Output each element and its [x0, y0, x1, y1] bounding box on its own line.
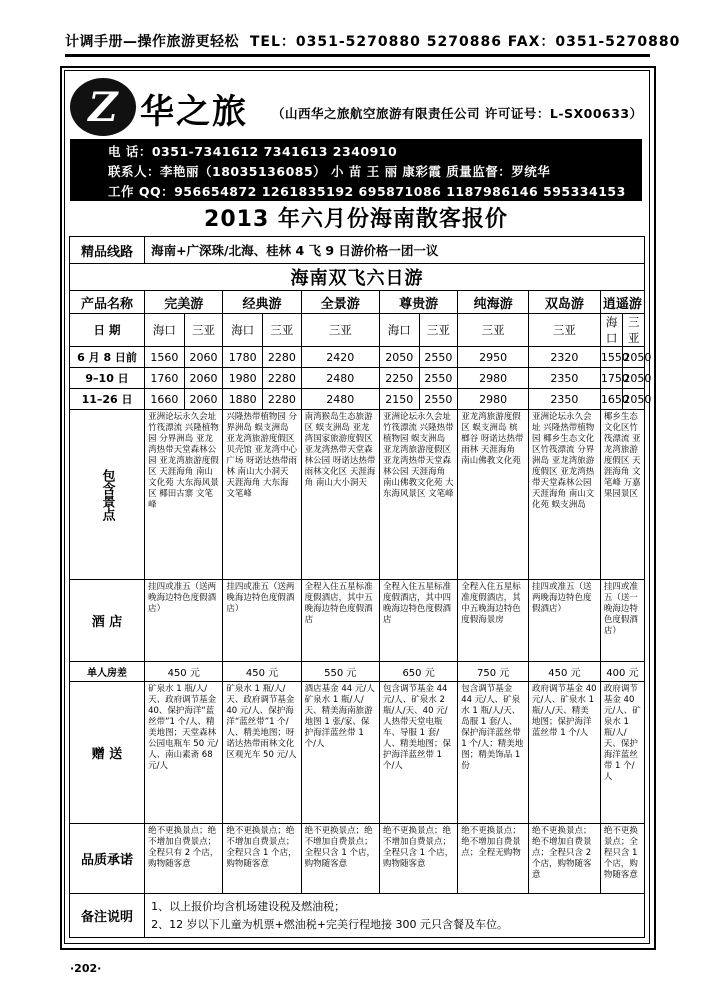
city-haikou: 海口: [379, 314, 419, 347]
quality-label: 品质承诺: [70, 824, 145, 894]
price-cell: 2250: [379, 368, 419, 389]
price-cell: 2060: [184, 389, 223, 410]
hotel-label: 酒 店: [70, 580, 145, 662]
notes-label: 备注说明: [70, 894, 145, 938]
hotel-cell: 全程入住五星标准度假酒店，其中五晚海边特色度假酒店: [301, 580, 379, 662]
price-cell: 2050: [623, 389, 645, 410]
price-cell: 2050: [623, 368, 645, 389]
hotel-cell: 挂四或准五（送一晚海边特色度假酒店）: [600, 580, 644, 662]
city-haikou: 海口: [223, 314, 263, 347]
page-number: ·202·: [70, 962, 102, 975]
contact-qq: 工作 QQ：956654872 1261835192 695871086 1187986146 595334153: [108, 184, 626, 199]
quality-cell: 绝不更换景点；绝不增加自费景点；全程只含 1 个店，购物随客意: [301, 824, 379, 894]
price-cell: 2050: [379, 347, 419, 368]
tour-name-row: [70, 264, 645, 291]
recommend-label: 精品线路: [70, 237, 145, 264]
header-contact: TEL：0351-5270880 5270886 FAX：0351-5270880: [249, 34, 681, 50]
gift-cell: 政府调节基金 40 元/人、矿泉水 1 瓶/人/天、精美地图；保护海洋蓝丝带 1 个/人: [529, 682, 601, 824]
hotel-cell: 全程入住五星标准度假酒店，其中四晚海边特色度假酒店: [379, 580, 457, 662]
price-cell: 1650: [600, 389, 623, 410]
contact-phone: 电 话：0351-7341612 7341613 2340910: [108, 144, 398, 159]
scenic-cell: 亚洲论坛永久会址 兴隆热带植物园 椰乡生态文化区竹筏漂流 分界洲岛 亚龙湾旅游度假区 亚龙湾热带天堂森林公园 天涯海角 南山文化苑 蜈支洲岛: [529, 410, 601, 580]
date-label: 日 期: [70, 314, 145, 347]
city-haikou: 海口: [600, 314, 623, 347]
single-diff-cell: 550 元: [301, 662, 379, 682]
contact-people: 联系人：李艳丽（18035136085） 小 苗 王 丽 康彩霞 质量监督：罗统华: [108, 164, 551, 179]
package-name: 尊贵游: [379, 291, 457, 314]
price-cell: 2060: [184, 347, 223, 368]
top-header-bar: [65, 30, 681, 57]
city-haikou: 海口: [145, 314, 185, 347]
quality-cell: 绝不更换景点；绝不增加自费景点；全程只含 2 个店，购物随客意: [529, 824, 601, 894]
quality-cell: 绝不更换景点；全程只含 1 个店，购物随客意: [600, 824, 644, 894]
logo-letter: Z: [88, 84, 118, 131]
product-label: 产品名称: [70, 291, 145, 314]
company-license: （山西华之旅航空旅游有限责任公司 许可证号：L-SX00633）: [272, 106, 643, 121]
gift-cell: 包含调节基金 44 元/人、矿泉水 1 瓶/人/天、岛服 1 套/人、保护海洋蓝丝带 1 个/人；精美地图；精美饰品 1 份: [458, 682, 529, 824]
price-cell: 1760: [145, 368, 185, 389]
price-cell: 1550: [600, 347, 623, 368]
price-cell: 1880: [223, 389, 263, 410]
quality-cell: 绝不更换景点；绝不增加自费景点；全程无购物: [458, 824, 529, 894]
quality-row: [70, 824, 645, 894]
package-name: 纯海游: [458, 291, 529, 314]
single-diff-cell: 450 元: [529, 662, 601, 682]
price-row: [70, 368, 645, 389]
city-sanya: 三亚: [184, 314, 223, 347]
single-diff-cell: 450 元: [223, 662, 301, 682]
price-cell: 2550: [419, 389, 458, 410]
price-cell: 2150: [379, 389, 419, 410]
gift-cell: 矿泉水 1 瓶/人/天、政府调节基金 40、保护海洋“蓝丝带”1 个/人、精美地图；天堂森林公园电瓶车 50 元/人、南山素斋 68 元/人: [145, 682, 223, 824]
price-cell: 1780: [223, 347, 263, 368]
single-diff-cell: 450 元: [145, 662, 223, 682]
scenic-cell: 亚洲论坛永久会址 竹筏漂流 兴隆热带植物园 蜈支洲岛 亚龙湾旅游度假区 亚龙湾热带天堂森林公园 天涯海角 南山佛教文化苑 大东海风景区 文笔峰: [379, 410, 457, 580]
single-diff-cell: 400 元: [600, 662, 644, 682]
notes-row: [70, 894, 645, 938]
city-sanya: 三亚: [623, 314, 645, 347]
gift-cell: 包含调节基金 44 元/人、矿泉水 2 瓶/人/天、40 元/人热带天堂电瓶车、导服 1 套/人、精美地图；保护海洋蓝丝带 1 个/人: [379, 682, 457, 824]
page-title: 2013 年六月份海南散客报价: [204, 207, 508, 232]
price-cell: 1750: [600, 368, 623, 389]
price-cell: 1980: [223, 368, 263, 389]
scenic-cell: 南湾猴岛生态旅游区 蜈支洲岛 亚龙湾国家旅游度假区 亚龙湾热带天堂森林公园 呀诺达热带雨林文化区 天涯海角 南山大小洞天: [301, 410, 379, 580]
gift-cell: 酒店基金 44 元/人矿泉水 1 瓶/人/天、精美海南旅游地图 1 张/家、保护海洋蓝丝带 1 个/人: [301, 682, 379, 824]
price-cell: 2050: [623, 347, 645, 368]
price-row: [70, 347, 645, 368]
scenic-cell: 椰乡生态文化区竹筏漂流 亚龙湾旅游度假区 天涯海角 文笔峰 万嘉果园景区: [600, 410, 644, 580]
price-cell: 2480: [301, 368, 379, 389]
city-sanya: 三亚: [419, 314, 458, 347]
note-line: 2、12 岁以下儿童为机票+燃油税+完美行程地接 300 元只含餐及车位。: [151, 917, 508, 931]
quality-cell: 绝不更换景点；绝不增加自费景点；全程只含 1 个店，购物随客意: [223, 824, 301, 894]
price-cell: 2320: [529, 347, 601, 368]
package-name: 经典游: [223, 291, 301, 314]
hotel-cell: 全程入住五星标准度假酒店，其中五晚海边特色度假海景房: [458, 580, 529, 662]
price-cell: 2280: [263, 389, 302, 410]
quality-cell: 绝不更换景点；绝不增加自费景点；全程只含 1 个店，购物随客意: [379, 824, 457, 894]
price-date: 11–26 日: [70, 389, 145, 410]
scenic-label: 包含景点: [70, 410, 145, 580]
price-cell: 2980: [458, 368, 529, 389]
price-cell: 2280: [263, 368, 302, 389]
price-cell: 2550: [419, 347, 458, 368]
price-cell: 2350: [529, 368, 601, 389]
price-cell: 2060: [184, 368, 223, 389]
price-cell: 1660: [145, 389, 185, 410]
scenic-cell: 兴隆热带植物园 分界洲岛 蜈支洲岛 亚龙湾旅游度假区 贝壳馆 亚龙湾中心广场 呀诺达热带雨林 南山大小洞天 天涯海角 大东海 文笔峰: [223, 410, 301, 580]
recommend-row: [70, 237, 645, 264]
price-cell: 2280: [263, 347, 302, 368]
price-cell: 1560: [145, 347, 185, 368]
package-name: 双岛游: [529, 291, 601, 314]
contact-bar: [70, 139, 642, 201]
package-name: 逍遥游: [600, 291, 644, 314]
price-cell: 2480: [301, 389, 379, 410]
city-sanya: 三亚: [458, 314, 529, 347]
package-name: 全景游: [301, 291, 379, 314]
package-header-row: [70, 291, 645, 314]
scenic-row: [70, 410, 645, 580]
header-tagline: 计调手册—操作旅游更轻松: [65, 34, 239, 50]
gift-cell: 矿泉水 1 瓶/人/天、政府调节基金 40 元/人、保护海洋“蓝丝带”1 个/人、精美地图；呀诺达热带雨林文化区观光车 50 元/人: [223, 682, 301, 824]
brand-name: 华之旅: [140, 92, 248, 132]
gift-row: [70, 682, 645, 824]
price-row: [70, 389, 645, 410]
single-diff-cell: 750 元: [458, 662, 529, 682]
city-header-row: [70, 314, 645, 347]
recommend-text: 海南+广深珠/北海、桂林 4 飞 9 日游价格一团一议: [145, 237, 645, 264]
single-diff-label: 单人房差: [70, 662, 145, 682]
hotel-cell: 挂四或准五（送两晚海边特色度假酒店）: [145, 580, 223, 662]
notes-cell: [145, 894, 645, 938]
scenic-cell: 亚洲论坛永久会址 竹筏漂流 兴隆植物园 分界洲岛 亚龙湾热带天堂森林公园 亚龙湾旅游度假区 天涯海角 南山文化苑 大东海风景区 椰田古寨 文笔峰: [145, 410, 223, 580]
single-diff-row: [70, 662, 645, 682]
city-sanya: 三亚: [529, 314, 601, 347]
scenic-cell: 亚龙湾旅游度假区 蜈支洲岛 槟榔谷 呀诺达热带雨林 天涯海角 南山佛教文化苑: [458, 410, 529, 580]
city-sanya: 三亚: [301, 314, 379, 347]
quality-cell: 绝不更换景点；绝不增加自费景点；全程只有 2 个店，购物随客意: [145, 824, 223, 894]
price-cell: 2950: [458, 347, 529, 368]
price-date: 9–10 日: [70, 368, 145, 389]
hotel-row: [70, 580, 645, 662]
city-sanya: 三亚: [263, 314, 302, 347]
price-cell: 2420: [301, 347, 379, 368]
price-cell: 2350: [529, 389, 601, 410]
gift-cell: 政府调节基金 40 元/人、矿泉水 1 瓶/人/天、保护海洋蓝丝带 1 个/人: [600, 682, 644, 824]
hotel-cell: 挂四或准五（送两晚海边特色度假酒店）: [529, 580, 601, 662]
single-diff-cell: 650 元: [379, 662, 457, 682]
price-date: 6 月 8 日前: [70, 347, 145, 368]
tour-name: 海南双飞六日游: [70, 264, 645, 291]
note-line: 1、以上报价均含机场建设税及燃油税；: [151, 899, 346, 913]
price-table: [69, 236, 652, 938]
hotel-cell: 挂四或准五（送两晚海边特色度假酒店）: [223, 580, 301, 662]
company-logo: [70, 78, 136, 136]
gift-label: 赠 送: [70, 682, 145, 824]
price-cell: 2980: [458, 389, 529, 410]
price-cell: 2550: [419, 368, 458, 389]
package-name: 完美游: [145, 291, 223, 314]
